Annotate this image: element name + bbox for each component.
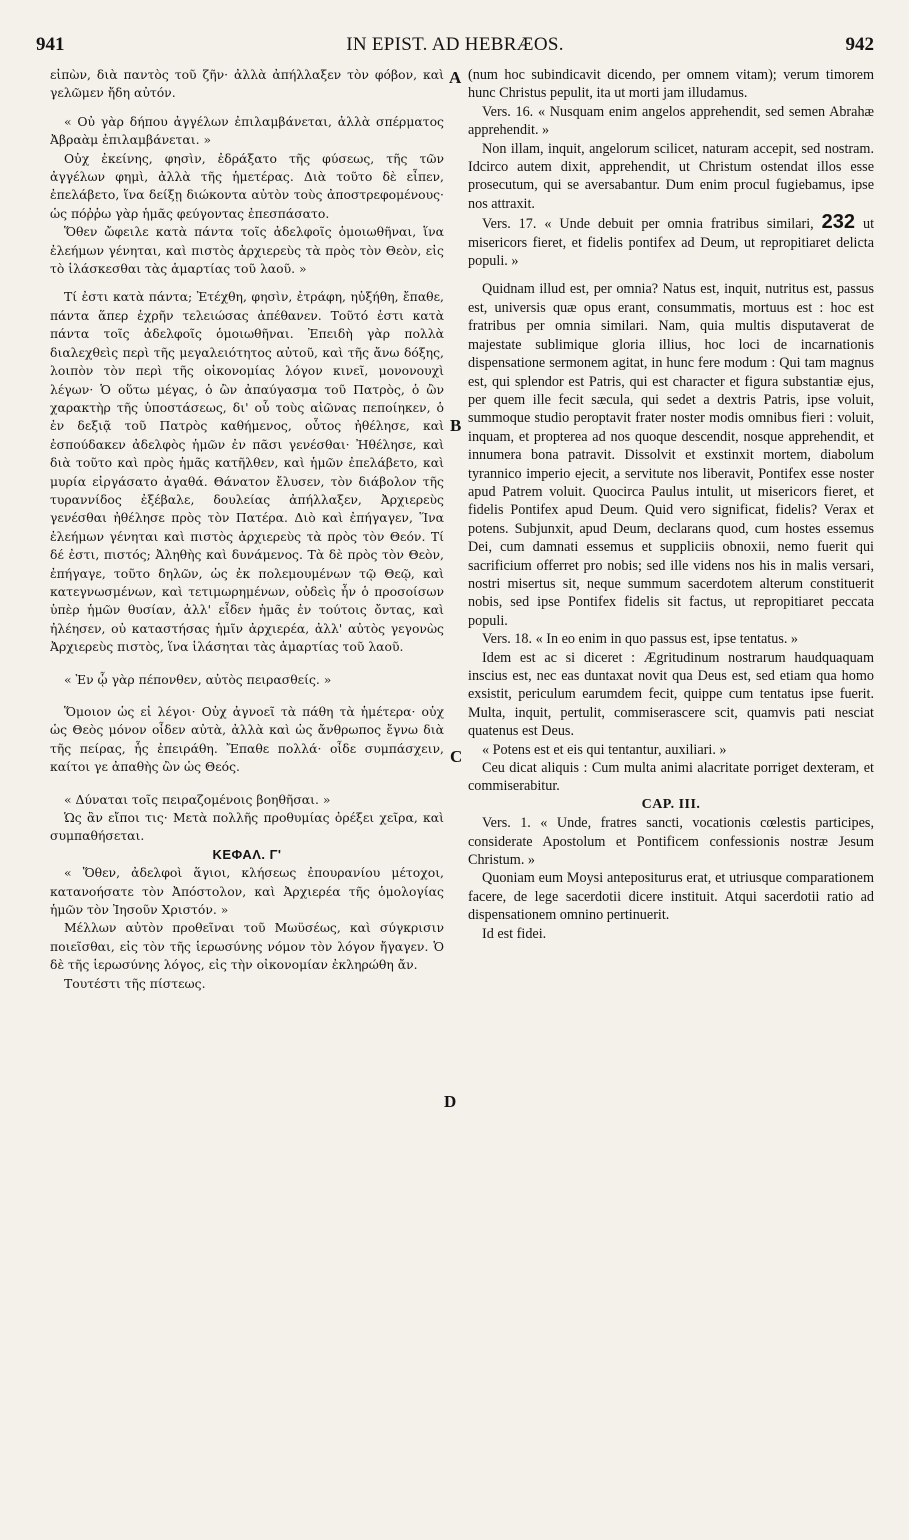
greek-paragraph: εἰπὼν, διὰ παντὸς τοῦ ζῆν· ἀλλὰ ἀπήλλαξεν τὸν φόβον, καὶ γελῶμεν ἤδη αὐτόν. xyxy=(50,67,444,101)
latin-paragraph: Ceu dicat aliquis : Cum multa animi alacritate porriget dexteram, et commiserabitur. xyxy=(468,760,874,795)
column-number: 232 xyxy=(821,211,856,234)
latin-verse-text: ut misericors fieret, et fidelis pontifex ad Deum, ut repropitiaret delicta populi. » xyxy=(468,216,874,270)
greek-paragraph: Ὅμοιον ὡς εἰ λέγοι· Οὐχ ἀγνοεῖ τὰ πάθη τὰ ἡμέτερα· οὐχ ὡς Θεὸς μόνον οἶδεν αὐτὰ, ἀλλὰ καὶ ὡς ἄνθρωπος ἔγνω διὰ τῆς πείρας, ἧς ἐπειράθη. Ἔπαθε πολλά· οἶδε συμπάσχειν, καίτοι γε ἀπαθὴς ὢν ὡς Θεός. xyxy=(50,704,444,775)
latin-verse-text: Vers. 17. « Unde debuit per omnia fratribus similari, xyxy=(482,216,814,233)
latin-paragraph: « Potens est et eis qui tentantur, auxiliari. » xyxy=(482,741,727,758)
section-marker-c: C xyxy=(450,747,463,766)
page-number-left: 941 xyxy=(36,34,65,55)
greek-paragraph: Οὐχ ἐκείνης, φησὶν, ἐδράξατο τῆς φύσεως, τῆς τῶν ἀγγέλων φημὶ, ἀλλὰ τῆς ἡμετέρας. Διὰ τοῦτο δὲ εἶπεν, ἐπελάβετο, ἵνα δείξῃ διώκοντα αὐτὸν τοὺς ἀποστρεφομένους· ὡς πόῤῥω γὰρ ἡμᾶς φεύγοντας ἐπεσπάσατο. xyxy=(50,150,444,221)
running-title: IN EPIST. AD HEBRÆOS. xyxy=(346,34,564,55)
greek-paragraph: « Οὐ γὰρ δήπου ἀγγέλων ἐπιλαμβάνεται, ἀλλὰ σπέρματος Ἀβραὰμ ἐπιλαμβάνεται. » xyxy=(50,113,444,148)
page-header xyxy=(36,34,874,60)
latin-paragraph: Quidnam illud est, per omnia? Natus est, inquit, nutritus est, passus est, universis quæ opus erant, consummatis, mortuus est : hoc est fratribus per omnia similari. Nam, quia multis disputaverat de majestate sublimique gloria illius, hoc loci de incarnationis dispensatione sermonem agitat, in hunc fere modum : Qui tam magnus est, qui splendor est Patris, qui est character et figura substantiæ ejus, per quem ille fecit sæcula, qui sedet a dextris Patris, ipse voluit, summoque studio peroptavit frater noster modis omnibus fieri : voluit, inquam, et propterea ad nos quoque descendit, nosque apprehendit, et innumera bona patravit. Dissolvit et exstinxit mortem, diabolum tyrannico imperio ejecit, a servitute nos liberavit, Pontifex esse noster apud Patrem voluit. Quocirca Paulus intulit, ut misericors fieret, et fidelis Pontifex apud Deum. Quid vero significat, fidelis? Verax et potens. Subjunxit, apud Deum, declarans quod, cum hostes essemus Dei, cum damnati essemus et suppliciis obnoxii, nemo fuerit qui sacrificium offerret pro nobis; sed ille videns nos his in malis versari, nostri misertus sit, neque summum sacerdotem alterum constituerit nobis, sed ipse Pontifex fidelis sit factus, ut repropitiaret peccata populi. xyxy=(468,281,874,629)
latin-paragraph: (num hoc subindicavit dicendo, per omnem vitam); verum timorem hunc Christus pepulit, ita ut morti jam illudamus. xyxy=(468,67,874,102)
greek-paragraph: Ὡς ἂν εἴποι τις· Μετὰ πολλῆς προθυμίας ὀρέξει χεῖρα, καὶ συμπαθήσεται. xyxy=(50,810,444,844)
latin-paragraph: Vers. 16. « Nusquam enim angelos apprehendit, sed semen Abrahæ apprehendit. » xyxy=(468,103,874,139)
latin-column xyxy=(468,66,874,1526)
latin-paragraph: Vers. 18. « In eo enim in quo passus est, ipse tentatus. » xyxy=(482,631,799,648)
greek-column xyxy=(50,66,444,1526)
section-marker-d: D xyxy=(444,1092,457,1111)
greek-paragraph: « Δύναται τοῖς πειραζομένοις βοηθῆσαι. » xyxy=(64,791,331,807)
greek-paragraph: Τουτέστι τῆς πίστεως. xyxy=(64,975,206,991)
greek-paragraph: « Ὅθεν, ἀδελφοὶ ἅγιοι, κλήσεως ἐπουρανίου μέτοχοι, κατανοήσατε τὸν Ἀπόστολον, καὶ Ἀρχιερέα τῆς ὁμολογίας ἡμῶν τὸν Ἰησοῦν Χριστόν. » xyxy=(50,865,444,918)
latin-paragraph xyxy=(468,213,874,270)
greek-paragraph: Μέλλων αὐτὸν προθεῖναι τοῦ Μωϋσέως, καὶ σύγκρισιν ποιεῖσθαι, εἰς τὸν τῆς ἱερωσύνης νόμον τὸν λόγον ἤγαγεν. Ὁ δὲ τῆς ἱερωσύνης λόγος, εἰς τὴν οἰκονομίαν ἐκληρώθη ἄν. xyxy=(50,920,444,973)
latin-chapter-heading: CAP. III. xyxy=(641,796,701,812)
latin-paragraph: Non illam, inquit, angelorum scilicet, naturam accepit, sed nostram. Idcirco autem dixit, apprehendit, ut Christum ostendat illos esse prosecutum, qui se aversabantur. Dum enim procul fugiebamus, ipse nos attraxit. xyxy=(468,140,874,212)
latin-paragraph: Quoniam eum Moysi antepositurus erat, et utriusque comparationem facere, de lege sacerdotii dicere instituit. Atqui sacerdotii ratio ad dispensationem omnino pertinuerit. xyxy=(468,870,874,924)
page-number-right: 942 xyxy=(845,34,874,55)
section-marker-a: A xyxy=(449,68,462,87)
greek-paragraph: Τί ἐστι κατὰ πάντα; Ἐτέχθη, φησὶν, ἐτράφη, ηὐξήθη, ἔπαθε, πάντα ἅπερ ἐχρῆν τελειώσας ἀπέθανεν. Τοῦτό ἐστι κατὰ πάντα τοῖς ἀδελφοῖς ὁμοιωθῆναι. Ἐπειδὴ γὰρ πολλὰ διαλεχθεὶς περὶ τῆς μεγαλειότητος αὐτοῦ, καὶ τῆς ἄνω δόξης, λοιπὸν τὸν περὶ τῆς οἰκονομίας λόγον κινεῖ, μονονουχὶ λέγων· Ὁ οὕτω μέγας, ὁ ὢν ἀπαύγασμα τοῦ Πατρὸς, ὁ ὢν χαρακτὴρ τῆς ὑποστάσεως, δι' οὗ τοὺς αἰῶνας πεποίηκεν, ὁ ἐν δεξιᾷ τοῦ Πατρὸς καθήμενος, οὗτος ἠθέλησε, καὶ ἐσπούδακεν ἀδελφὸς ἡμῶν ἐν πᾶσι γενέσθαι· Ἠθέλησε, καὶ διὰ τοῦτο καὶ πρὸς ἡμᾶς κατῆλθεν, καὶ ἡμῶν ἐπελάβετο, καὶ μυρία εἰργάσατο ἀγαθά. Θάνατον ἔλυσεν, τὸν διάβολον τῆς τυραννίδος ἐξέβαλε, δουλείας ἀπήλλαξεν, Ἀρχιερεὺς γενέσθαι ἠθέλησε πρὸς τὸν Πατέρα. Διὸ καὶ ἐπήγαγεν, Ἵνα ἐλεήμων γένηται καὶ πιστὸς ἀρχιερεὺς τὰ πρὸς τὸν Θεόν. Τί δέ ἐστι, πιστός; Ἀληθὴς καὶ δυνάμενος. Τὰ δὲ πρὸς τὸν Θεὸν, ἐπήγαγε, τοῦτο δηλῶν, ὡς ἐκ πολεμουμένων τῷ Θεῷ, καὶ κατεγνωσμένων, καὶ τετιμωρημένων, οὐδεὶς ἦν ὁ προσοίσων ὑπὲρ ἡμῶν θυσίαν, ἀλλ' εἶδεν ἡμᾶς ἐν τούτοις ὄντας, καὶ ἠλέησεν, οὐ καταστήσας ἡμῖν ἀρχιερέα, ἀλλ' αὐτὸς γεγονὼς Ἀρχιερεὺς πιστὸς, ἵνα ἱλάσηται τὰς ἁμαρτίας τοῦ λαοῦ. xyxy=(50,289,444,655)
greek-paragraph: Ὅθεν ὤφειλε κατὰ πάντα τοῖς ἀδελφοῖς ὁμοιωθῆναι, ἵνα ἐλεήμων γένηται, καὶ πιστὸς ἀρχιερεὺς τὰ πρὸς τὸν Θεὸν, εἰς τὸ ἱλάσκεσθαι τὰς ἁμαρτίας τοῦ λαοῦ. » xyxy=(50,224,444,277)
latin-paragraph: Id est fidei. xyxy=(482,925,547,942)
greek-paragraph: « Ἐν ᾧ γὰρ πέπονθεν, αὐτὸς πειρασθείς. » xyxy=(64,671,332,687)
greek-chapter-heading: ΚΕΦΑΛ. Γ' xyxy=(212,846,282,862)
latin-paragraph: Vers. 1. « Unde, fratres sancti, vocationis cœlestis participes, considerate Apostolum et Pontificem confessionis nostræ Jesum Christum. » xyxy=(468,815,874,869)
section-marker-b: B xyxy=(450,416,462,435)
latin-paragraph: Idem est ac si diceret : Ægritudinum nostrarum haudquaquam inscius est, nec eas duntaxat novit qua Deus est, sed etiam qua homo exsistit, periculum earumdem fecit, quippe cum tentatus ipse fuerit. Multa, inquit, pertulit, commiserascere scit, quamvis pati nesciat quatenus est Deus. xyxy=(468,649,874,740)
